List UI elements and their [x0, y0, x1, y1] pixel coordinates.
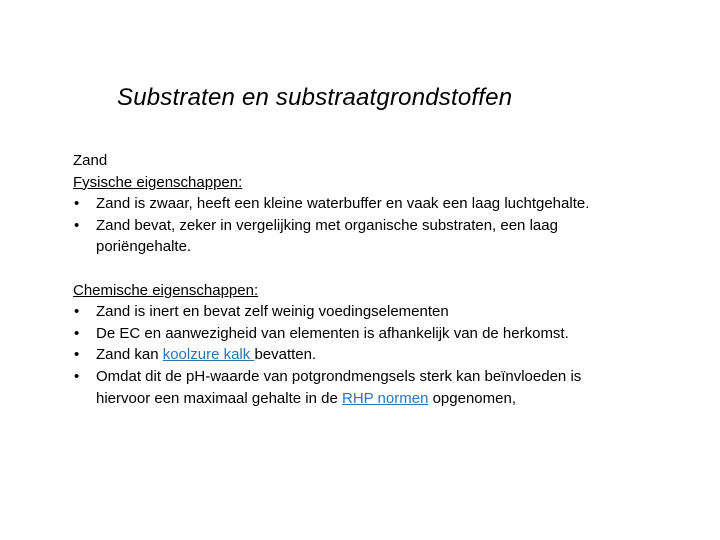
bullet-icon: •	[74, 195, 80, 213]
physical-properties-list	[73, 193, 593, 258]
list-item	[73, 193, 593, 215]
spacer	[73, 258, 593, 280]
list-item-text: Zand bevat, zeker in vergelijking met organische substraten, een laag poriëngehalte.	[96, 216, 558, 256]
physical-properties-heading: Fysische eigenschappen:	[73, 173, 243, 191]
list-item-text-before-link: Omdat dit de pH-waarde van potgrondmengsels sterk kan beïnvloeden is hiervoor een maximaal gehalte in de	[96, 367, 582, 407]
bullet-icon: •	[74, 324, 80, 342]
chemical-properties-list	[73, 301, 593, 409]
list-item-text-before-link: Zand kan	[96, 346, 163, 364]
bullet-icon: •	[74, 367, 80, 385]
list-item-text-after-link: bevatten.	[254, 346, 317, 364]
list-item	[73, 366, 593, 409]
list-item-text: De EC en aanwezigheid van elementen is afhankelijk van de herkomst.	[96, 324, 569, 342]
chemical-properties-heading: Chemische eigenschappen:	[73, 281, 259, 299]
koolzure-kalk-link[interactable]: koolzure kalk	[162, 346, 255, 364]
list-item-text: Zand is inert en bevat zelf weinig voedingselementen	[96, 303, 449, 321]
section-heading: Zand	[73, 152, 108, 169]
bullet-icon: •	[74, 303, 80, 321]
slide-title: Substraten en substraatgrondstoffen	[117, 84, 513, 111]
list-item	[73, 215, 593, 258]
rhp-normen-link[interactable]: RHP normen	[341, 389, 429, 407]
bullet-icon: •	[74, 346, 80, 364]
bullet-icon: •	[74, 216, 80, 234]
list-item	[73, 344, 593, 366]
slide-content	[73, 150, 593, 409]
list-item-text-after-link: opgenomen,	[428, 389, 516, 407]
list-item	[73, 301, 593, 323]
list-item	[73, 323, 593, 345]
list-item-text: Zand is zwaar, heeft een kleine waterbuffer en vaak een laag luchtgehalte.	[96, 195, 590, 213]
